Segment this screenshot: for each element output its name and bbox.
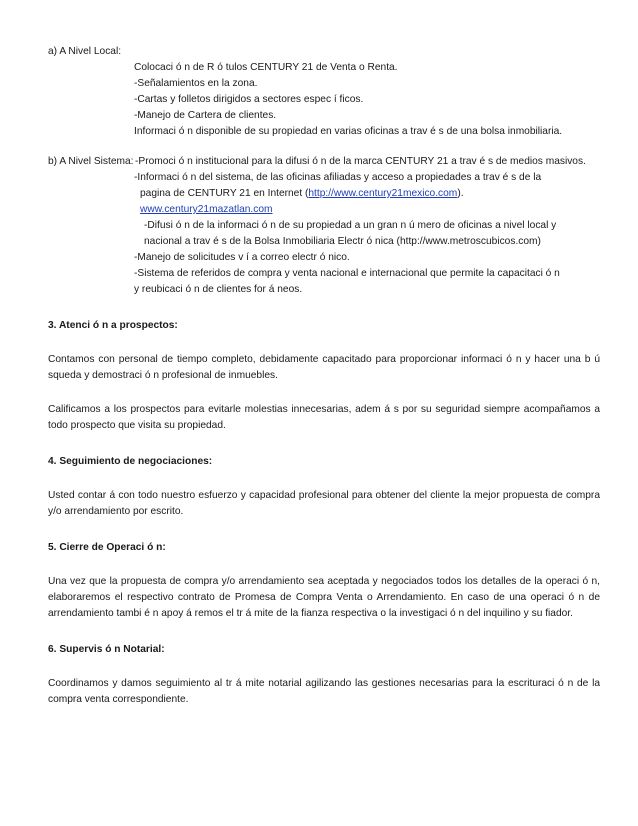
local-item: Colocaci ó n de R ó tulos CENTURY 21 de Venta o Renta. <box>134 62 398 73</box>
document-page <box>48 44 600 708</box>
sistema-item: -Informaci ó n del sistema, de las oficinas afiliadas y acceso a propiedades a trav é s de la <box>134 172 542 183</box>
section-seguimiento <box>48 454 600 520</box>
sistema-item-cont <box>48 202 600 218</box>
section-heading: 5. Cierre de Operaci ó n: <box>48 542 166 553</box>
sistema-section <box>48 154 600 298</box>
section-heading: 6. Supervis ó n Notarial: <box>48 644 165 655</box>
section-heading: 3. Atenci ó n a prospectos: <box>48 320 178 331</box>
sistema-first-line <box>48 154 600 170</box>
sistema-item: -Difusi ó n de la informaci ó n de su propiedad a un gran n ú mero de oficinas a nivel local y <box>144 220 557 231</box>
paragraph: Contamos con personal de tiempo completo, debidamente capacitado para proporcionar informaci ó n y hacer una b ú squeda y demostraci ó n profesional de inmuebles. <box>48 354 600 381</box>
section-heading: 4. Seguimiento de negociaciones: <box>48 456 213 467</box>
paragraph: Una vez que la propuesta de compra y/o arrendamiento sea aceptada y negociados todos los detalles de la operaci ó n, elaboraremos el respectivo contrato de Promesa de Compra Venta o Arrendamiento. En caso de una operaci ó n de arrendamiento tambi é n apoy á remos el tr á mite de la fianza respectiva o la investigaci ó n del inquilino y su fiador. <box>48 576 600 619</box>
sistema-item: -Manejo de solicitudes v í a correo electr ó nico. <box>134 252 350 263</box>
local-item: Informaci ó n disponible de su propiedad en varias oficinas a trav é s de una bolsa inmobiliaria. <box>134 126 563 137</box>
sistema-item: -Promoci ó n institucional para la difusi ó n de la marca CENTURY 21 a trav é s de medios masivos. <box>135 156 586 167</box>
local-item: -Cartas y folletos dirigidos a sectores espec í ficos. <box>134 94 364 105</box>
section-cierre <box>48 540 600 622</box>
paragraph: Coordinamos y damos seguimiento al tr á mite notarial agilizando las gestiones necesarias para la escrituraci ó n de la compra venta correspondiente. <box>48 678 600 705</box>
sistema-text: pagina de CENTURY 21 en Internet ( <box>140 188 309 199</box>
section-notarial <box>48 642 600 708</box>
sistema-item: -Sistema de referidos de compra y venta nacional e internacional que permite la capacitaci ó n <box>134 268 560 279</box>
local-item: -Manejo de Cartera de clientes. <box>134 110 277 121</box>
sistema-label: b) A Nivel Sistema: <box>48 156 134 167</box>
local-label: a) A Nivel Local: <box>48 46 122 57</box>
paragraph: Calificamos a los prospectos para evitarle molestias innecesarias, adem á s por su seguridad siempre acompañamos a todo prospecto que visita su propiedad. <box>48 404 600 431</box>
century21mazatlan-link[interactable]: www.century21mazatlan.com <box>140 204 273 215</box>
sistema-item-cont: y reubicaci ó n de clientes for á neos. <box>134 284 303 295</box>
paragraph: Usted contar á con todo nuestro esfuerzo y capacidad profesional para obtener del cliente la mejor propuesta de compra y/o arrendamiento por escrito. <box>48 490 600 517</box>
sistema-item-cont: nacional a trav é s de la Bolsa Inmobiliaria Electr ó nica (http://www.metroscubicos.com) <box>144 236 541 247</box>
local-section <box>48 44 600 140</box>
section-atencion <box>48 318 600 434</box>
century21mexico-link[interactable]: http://www.century21mexico.com <box>308 188 458 199</box>
sistema-item-cont <box>48 186 600 202</box>
local-item: -Señalamientos en la zona. <box>134 78 258 89</box>
sistema-text: ). <box>457 188 464 199</box>
